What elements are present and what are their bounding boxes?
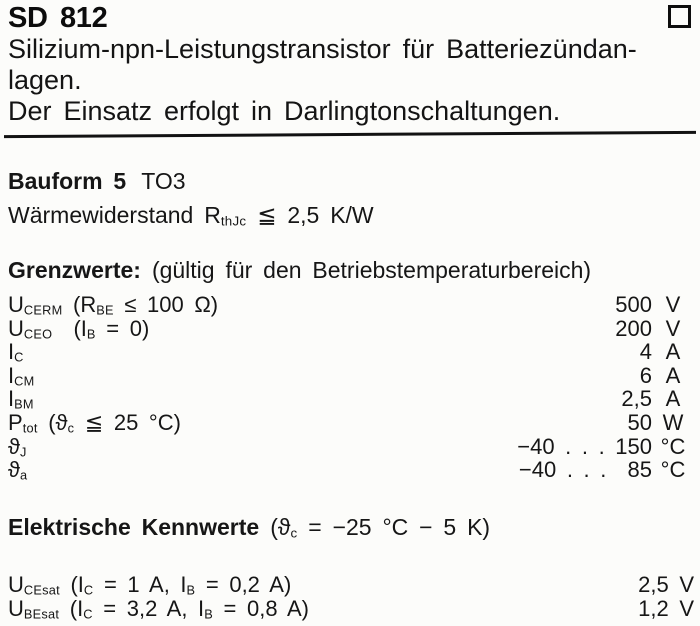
row-unit: V [665,292,681,317]
table-row [8,458,694,482]
subscript: B [186,582,196,598]
limits-heading [8,257,591,284]
subscript: B [204,605,213,621]
text-segment: = −25 °C − 5 K) [297,514,491,540]
bauform-value: TO3 [141,168,186,194]
limits-table [8,293,694,482]
text-segment: ϑ [8,433,21,459]
electrical-heading-label: Elektrische Kennwerte [8,514,260,540]
row-value: 500 [615,292,652,317]
subscript: CERM [23,302,63,318]
row-value: 50 [627,409,652,435]
row-value: 2,5 [621,386,652,412]
row-unit: °C [660,433,686,459]
table-row [8,340,694,364]
row-unit: A [665,362,681,388]
subscript: C [83,582,94,598]
text-segment: (I [59,595,84,621]
text-segment: (ϑ [270,514,291,540]
row-value: 2,5 V [638,572,694,597]
subscript: thJc [220,213,247,229]
row-label [8,458,487,487]
row-value: 200 [615,315,652,341]
text-segment: Wärmewiderstand R [8,202,221,228]
package-line [8,168,186,195]
description-line: Silizium-npn-Leistungstransistor für Batteriezündan- [8,34,637,64]
text-segment: = 0,8 A) [212,595,309,621]
bauform-label: Bauform 5 [8,168,127,194]
row-label [8,597,584,626]
table-row [8,364,694,388]
text-segment: I [8,362,15,388]
row-value: 1,2 V [638,595,694,621]
page-title: SD 812 [8,2,108,34]
electrical-heading [8,514,490,541]
text-segment: P [8,409,23,435]
row-value: −40 . . . 85 [518,457,652,483]
text-segment: ≤ 100 Ω) [113,292,219,317]
text-segment: ≦ 25 °C) [74,409,181,435]
subscript: J [20,443,27,459]
row-value: 6 [639,362,652,388]
text-segment: U [8,292,24,317]
text-segment: = 0) [95,315,150,341]
description-line: Der Einsatz erfolgt in Darlingtonschaltungen. [8,96,561,126]
subscript: a [20,467,28,483]
text-segment: = 3,2 A, I [92,595,205,621]
subscript: BEsat [23,605,60,621]
text-segment: U [8,572,24,597]
subscript: CEO [23,325,53,341]
row-unit: V [665,315,681,341]
text-segment: = 0,2 A) [195,572,292,597]
limits-heading-note: (gültig für den Betriebstemperaturbereich) [151,257,592,283]
table-row [8,411,694,435]
subscript: c [67,420,75,436]
row-value: 4 [639,339,652,365]
table-row [8,573,694,597]
electrical-heading-note [270,514,490,540]
device-description [8,34,696,127]
text-segment: ϑ [8,457,21,483]
description-line: lagen. [8,65,82,95]
table-row [8,387,694,411]
subscript: BE [96,302,114,318]
limits-heading-label: Grenzwerte: [8,257,141,283]
text-segment: U [8,595,24,621]
text-segment: ≦ 2,5 K/W [246,202,374,228]
subscript: tot [22,420,38,436]
row-unit: °C [660,457,686,483]
row-value: −40 . . . 150 [517,433,652,459]
text-segment: = 1 A, I [93,572,187,597]
row-unit: A [665,339,681,365]
subscript: c [290,525,298,541]
open-square-icon [668,5,691,28]
table-row [8,317,694,341]
row-unit: A [665,386,681,412]
row-unit: W [662,409,684,435]
subscript: C [83,605,93,621]
electrical-table [8,573,694,620]
subscript: B [86,325,96,341]
text-segment: (I [59,572,84,597]
subscript: BM [14,396,34,412]
subscript: CEsat [23,582,60,598]
text-segment: (ϑ [37,409,68,435]
section-divider [4,131,696,138]
text-segment: U [8,315,24,341]
table-row [8,293,694,317]
subscript: C [14,349,24,365]
text-segment: I [8,386,15,412]
subscript: CM [14,373,35,389]
text-segment: (R [62,292,97,317]
text-segment: I [8,339,15,365]
thermal-resistance-line [8,202,374,229]
table-row [8,435,694,459]
table-row [8,597,694,621]
text-segment: (I [52,315,87,341]
